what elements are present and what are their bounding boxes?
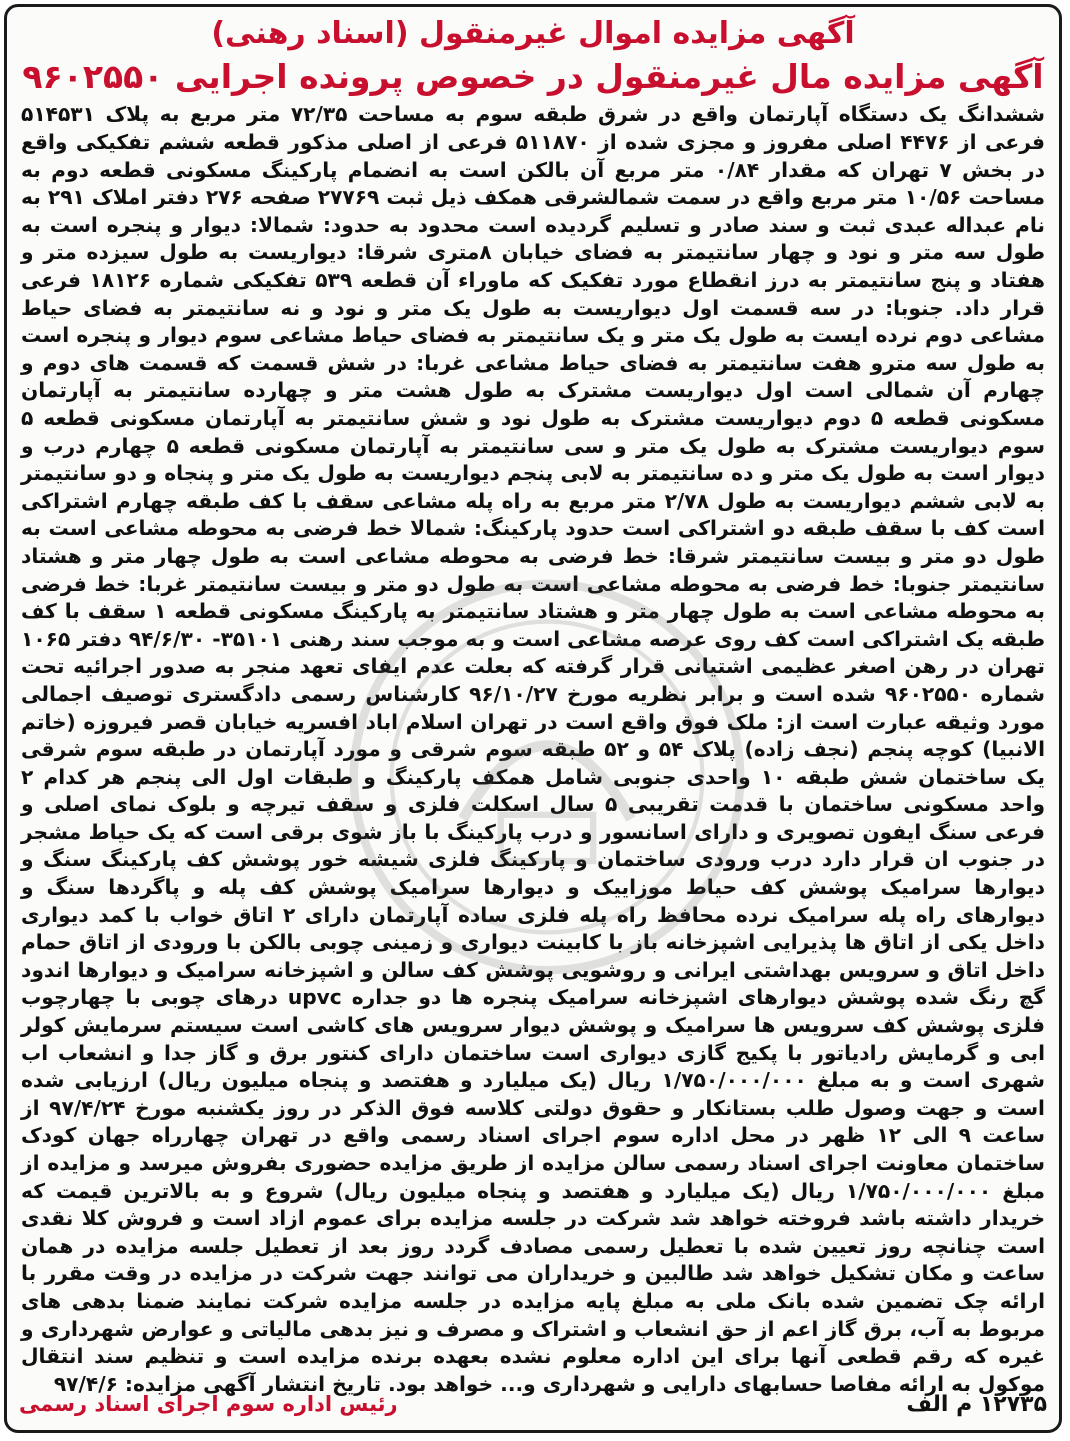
notice-subtitle: آگهی مزایده مال غیرمنقول در خصوص پرونده اجرایی ۹۶۰۲۵۵۰ [22, 56, 1044, 96]
notice-footer [19, 1386, 1047, 1422]
notice-body: ششدانگ یک دستگاه آپارتمان واقع در شرق طبقه سوم به مساحت ۷۲/۳۵ متر مربع به پلاک ۵۱۴۵۳۱ فرعی از ۴۴۷۶ اصلی مفروز و مجزی شده از ۵۱۱۸۷۰ فرعی از اصلی مذکور قطعه ششم تفکیکی واقع در بخش ۷ تهران که مقدار ۰/۸۴ متر مربع آن بالکن است به انضمام پارکینگ مسکونی قطعه دوم به مساحت ۱۰/۵۶ متر مربع واقع در سمت شمالشرقی همکف ذیل ثبت ۲۷۷۶۹ صفحه ۲۷۶ دفتر املاک ۲۹۱ به نام عبداله عبدی ثبت و سند صادر و تسلیم گردیده است محدود به حدود: شمالا: دیوار و پنجره است به طول سه متر و نود و چهار سانتیمتر به فضای خیابان ۸متری شرقا: دیواریست به طول سیزده متر و هفتاد و پنج سانتیمتر به درز انقطاع مورد تفکیک که ماوراء آن قطعه ۵۳۹ تفکیکی شماره ۱۸۱۲۶ فرعی قرار داد. جنوبا: در سه قسمت اول دیواریست به طول یک متر و نود و نه سانتیمتر به فضای حیاط مشاعی دوم نرده ایست به طول یک متر و یک سانتیمتر به فضای حیاط مشاعی سوم دیوار و پنجره است به طول سه مترو هفت سانتیمتر به فضای حیاط مشاعی غربا: در شش قسمت که قسمت های دوم و چهارم آن شمالی است اول دیواریست مشترک به طول هشت متر و چهارده سانتیمتر به آپارتمان مسکونی قطعه ۵ دوم دیواریست مشترک به طول نود و شش سانتیمتر به آپارتمان مسکونی قطعه ۵ سوم دیواریست مشترک به طول یک متر و سی سانتیمتر به آپارتمان مسکونی قطعه ۵ چهارم درب و دیوار است به طول یک متر و ده سانتیمتر به لابی پنجم دیواریست به طول یک متر و پنجاه و دو سانتیمتر به لابی ششم دیواریست به طول ۲/۷۸ متر مربع به راه پله مشاعی سقف با کف طبقه چهارم اشتراکی است کف با سقف طبقه دو اشتراکی است حدود پارکینگ: شمالا خط فرضی به محوطه مشاعی است به طول دو متر و بیست سانتیمتر شرقا: خط فرضی به محوطه مشاعی است به طول چهار متر و هشتاد سانتیمتر جنوبا: خط فرضی به محوطه مشاعی است به طول دو متر و بیست سانتیمتر غربا: خط فرضی به محوطه مشاعی است به طول چهار متر و هشتاد سانتیمتر به پارکینگ مسکونی قطعه ۱ سقف با کف طبقه یک اشتراکی است کف روی عرصه مشاعی است و به موجب سند رهنی ۳۵۱۰۱- ۹۴/۶/۳۰ دفتر ۱۰۶۵ تهران در رهن اصغر عظیمی اشتیانی قرار گرفته که بعلت عدم ایفای تعهد منجر به صدور اجرائیه تحت شماره ۹۶۰۲۵۵۰ شده است و برابر نظریه مورخ ۹۶/۱۰/۲۷ کارشناس رسمی دادگستری توصیف اجمالی مورد وثیقه عبارت است از: ملک فوق واقع است در تهران اسلام اباد افسریه خیابان قصر فیروزه (خاتم الانبیا) کوچه پنجم (نجف زاده) پلاک ۵۴ و ۵۲ طبقه سوم شرقی و مورد آپارتمان در طبقه سوم شرقی یک ساختمان شش طبقه ۱۰ واحدی جنوبی شامل همکف پارکینگ و طبقات اول الی پنجم هر کدام ۲ واحد مسکونی ساختمان با قدمت تقریبی ۵ سال اسکلت فلزی و سقف تیرچه و بلوک نمای اصلی و فرعی سنگ ایفون تصویری و دارای اسانسور و درب پارکینگ با باز شوی برقی است که یک حیاط مشجر در جنوب ان قرار دارد درب ورودی ساختمان و پارکینگ فلزی شیشه خور پوشش کف پارکینگ سنگ و دیوارها سرامیک پوشش کف حیاط موزاییک و دیوارها سرامیک پوشش کف پله و پاگردها سنگ و دیوارهای راه پله سرامیک نرده محافظ راه پله فلزی ساده آپارتمان دارای ۲ اتاق خواب با کمد دیواری داخل یکی از اتاق ها پذیرایی اشپزخانه باز با کابینت دیواری و زمینی چوبی بالکن با ورودی از اتاق حمام داخل اتاق و سرویس بهداشتی ایرانی و روشویی پوشش کف سالن و اشپزخانه سرامیک و دیوارها اندود گچ رنگ شده پوشش دیوارهای اشپزخانه سرامیک پنجره ها دو جداره upvc درهای چوبی با چهارچوب فلزی پوشش کف سرویس ها سرامیک و پوشش دیوار سرویس های کاشی است سیستم سرمایش کولر ابی و گرمایش رادیاتور با پکیج گازی دیواری است ساختمان دارای کنتور برق و گاز جدا و انشعاب اب شهری است و به مبلغ ۱/۷۵۰/۰۰۰/۰۰۰ ریال (یک میلیارد و هفتصد و پنجاه میلیون ریال) ارزیابی شده است و جهت وصول طلب بستانکار و حقوق دولتی کلاسه فوق الذکر در روز یکشنبه مورخ ۹۷/۴/۲۴ از ساعت ۹ الی ۱۲ ظهر در محل اداره سوم اجرای اسناد رسمی واقع در تهران چهارراه جهان کودک ساختمان معاونت اجرای اسناد رسمی سالن مزایده از طریق مزایده حضوری بفروش میرسد و مزایده از مبلغ ۱/۷۵۰/۰۰۰/۰۰۰ ریال (یک میلیارد و هفتصد و پنجاه میلیون ریال) شروع و به بالاترین قیمت که خریدار داشته باشد فروخته خواهد شد شرکت در جلسه مزایده برای عموم ازاد است و فروش کلا نقدی است چنانچه روز تعیین شده با تعطیل رسمی مصادف گردد روز بعد از تعطیل جلسه مزایده در همان ساعت و مکان تشکیل خواهد شد طالبین و خریداران می توانند جهت شرکت در مزایده در وقت مقرر با ارائه چک تضمین شده بانک ملی به مبلغ پایه مزایده در جلسه مزایده شرکت نمایند ضمنا بدهی های مربوط به آب، برق گاز اعم از حق انشعاب و اشتراک و مصرف و نیز بدهی مالیاتی و عوارض شهرداری و غیره که رقم قطعی آنها برای این اداره معلوم نشده بعهده برنده مزایده است و تنظیم سند انتقال موکول به ارائه مفاصا حسابهای دارایی و شهرداری و... خواهد بود. تاریخ انتشار آگهی مزایده: ۹۷/۴/۶ [21, 102, 1045, 1396]
signer-title: رئیس اداره سوم اجرای اسناد رسمی [19, 1392, 398, 1416]
notice-title: آگهی مزایده اموال غیرمنقول (اسناد رهنی) [211, 16, 855, 51]
notice-frame [4, 4, 1062, 1433]
notice-code: ۱۲۷۳۵ م الف [906, 1391, 1047, 1417]
